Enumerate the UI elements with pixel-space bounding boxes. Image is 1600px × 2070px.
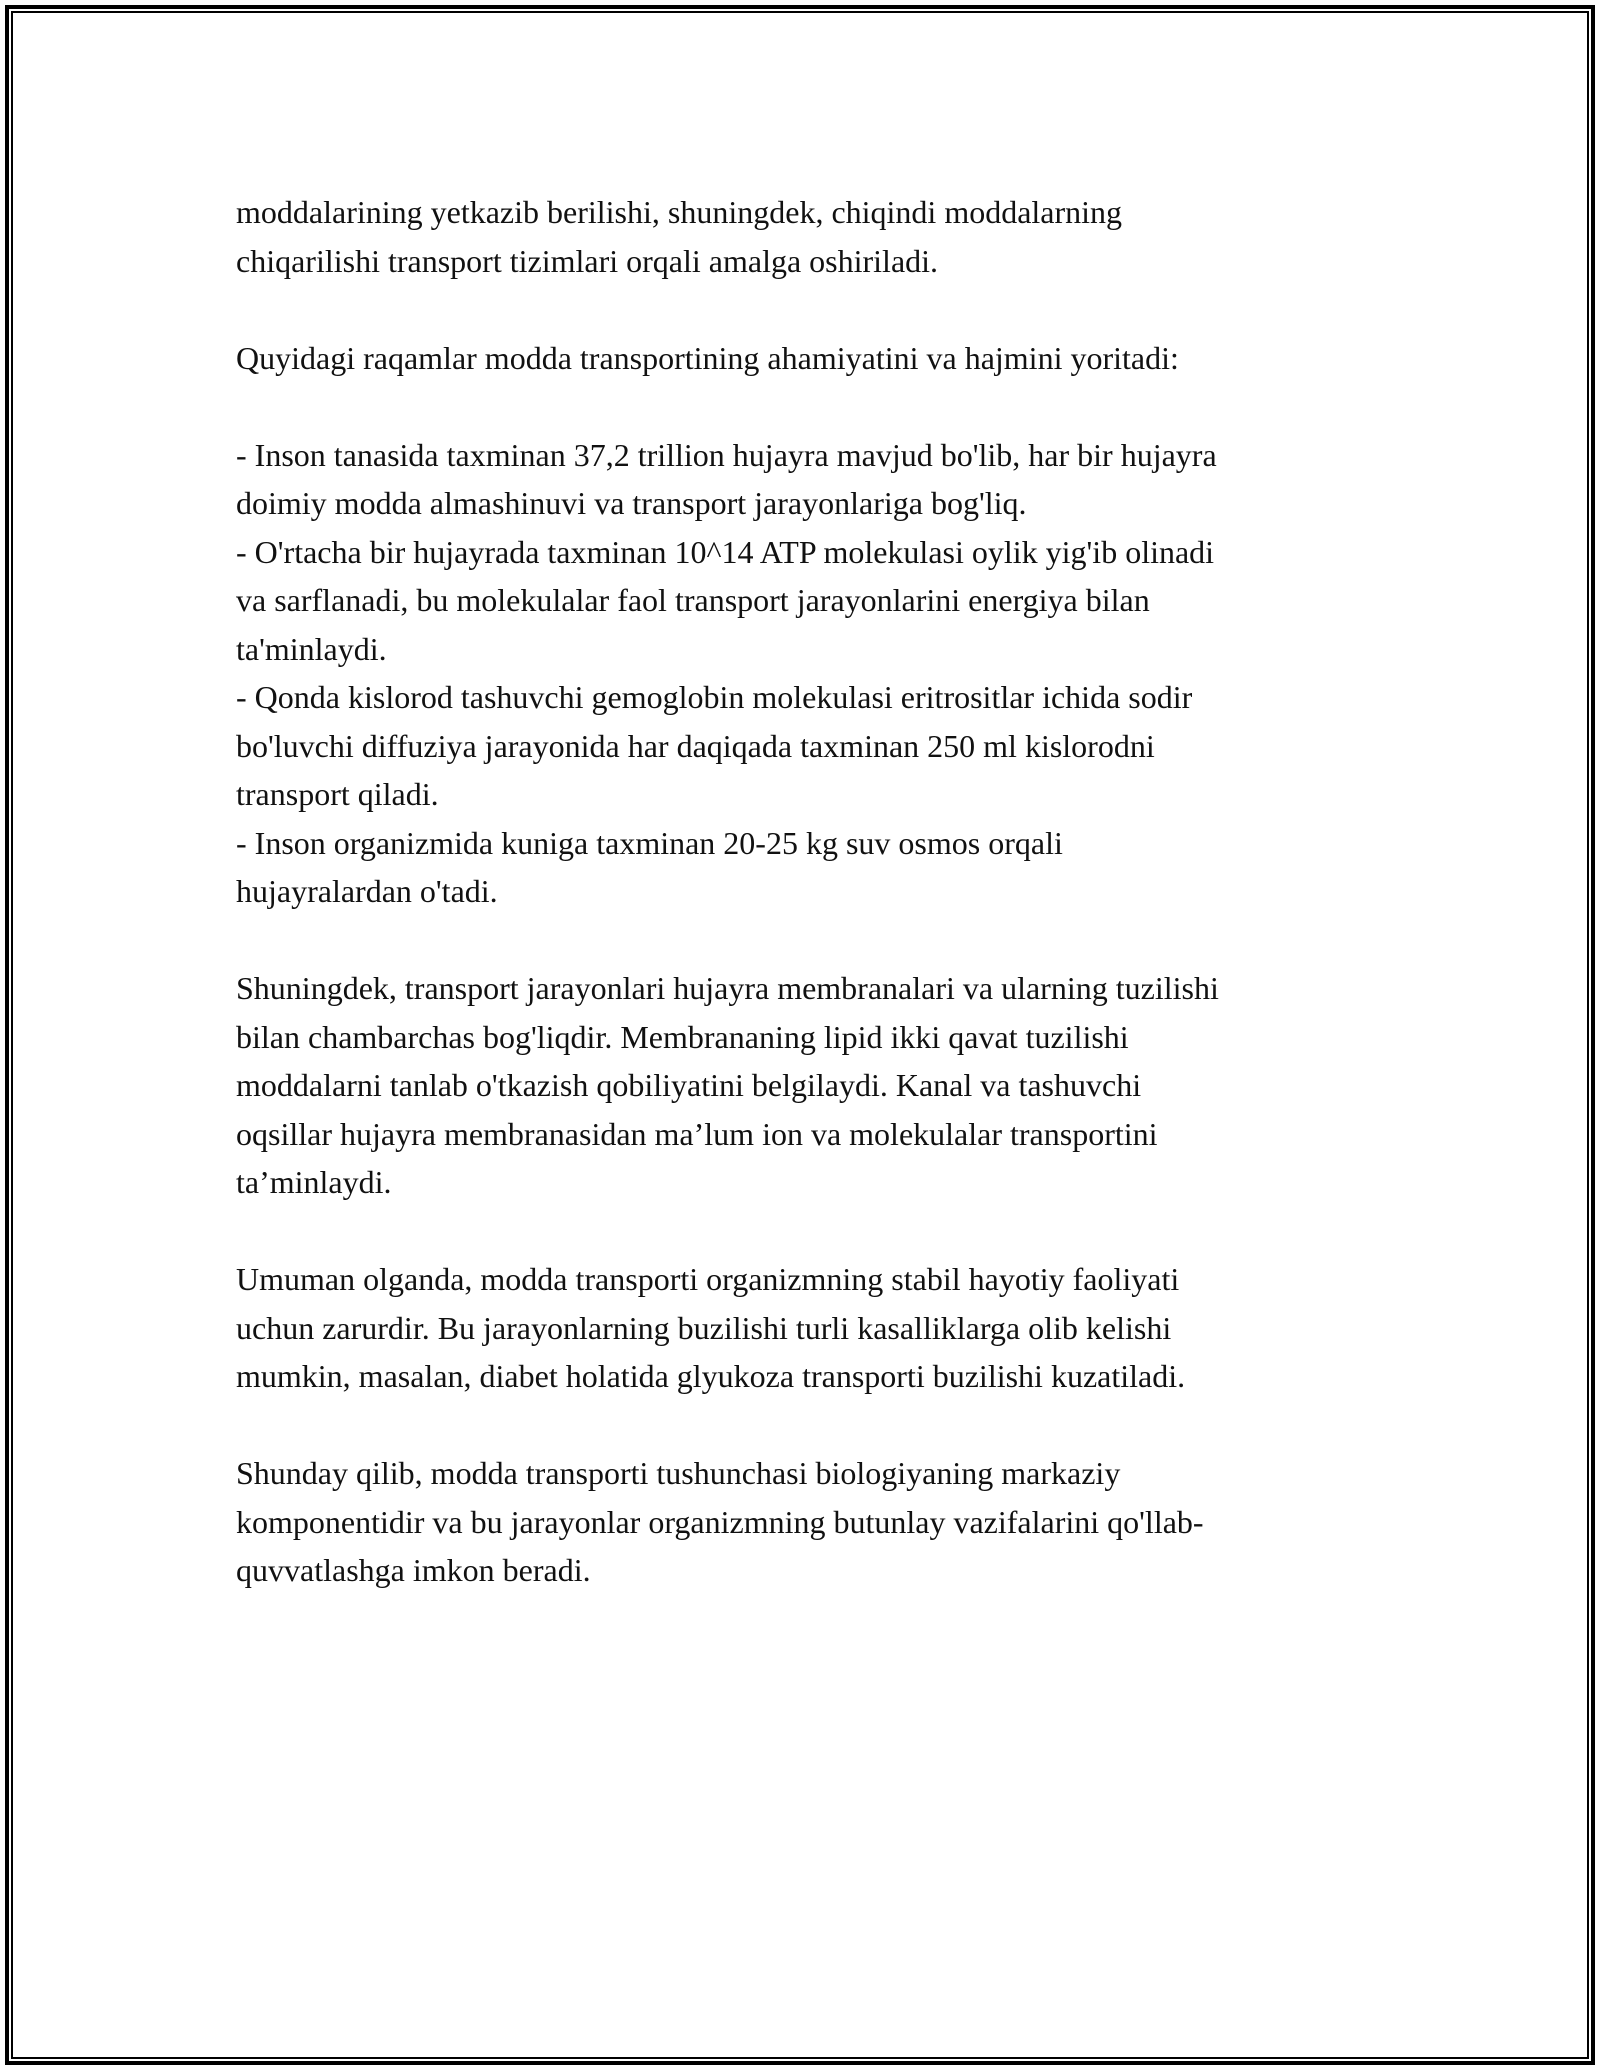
text-line: uchun zarurdir. Bu jarayonlarning buzilishi turli kasalliklarga olib kelishi [236,1309,1172,1346]
paragraph-figures-intro [236,334,1376,383]
text-line: moddalarining yetkazib berilishi, shuningdek, chiqindi moddalarning [236,194,1123,230]
list-item-line: - Inson tanasida taxminan 37,2 trillion hujayra mavjud bo'lib, har bir hujayra [236,436,1217,473]
list-item-line: ta'minlaydi. [236,630,387,667]
text-line: chiqarilishi transport tizimlari orqali amalga oshiriladi. [236,242,939,279]
list-item-line: - O'rtacha bir hujayrada taxminan 10^14 ATP molekulasi oylik yig'ib olinadi [236,533,1215,570]
list-item-line: doimiy modda almashinuvi va transport jarayonlariga bog'liq. [236,485,1027,521]
list-item-line: transport qiladi. [236,776,439,812]
text-line: Shuningdek, transport jarayonlari hujayra membranalari va ularning tuzilishi [236,970,1219,1006]
text-line: ta’minlaydi. [236,1164,392,1200]
text-line: bilan chambarchas bog'liqdir. Membrananing lipid ikki qavat tuzilishi [236,1018,1129,1055]
paragraph-summary [236,1255,1376,1401]
text-line: Shunday qilib, modda transporti tushunchasi biologiyaning markaziy [236,1455,1121,1491]
paragraph-figures-list [236,431,1376,916]
paragraph-membranes [236,964,1376,1207]
document-body [236,188,1376,1643]
paragraph-conclusion [236,1449,1376,1595]
list-item-line: bo'luvchi diffuziya jarayonida har daqiqada taxminan 250 ml kislorodni [236,727,1155,764]
list-item-line: - Qonda kislorod tashuvchi gemoglobin molekulasi eritrositlar ichida sodir [236,679,1193,715]
text-line: Umuman olganda, modda transporti organizmning stabil hayotiy faoliyati [236,1261,1180,1297]
text-line: Quyidagi raqamlar modda transportining ahamiyatini va hajmini yoritadi: [236,339,1179,376]
paragraph-intro-continuation [236,188,1376,285]
list-item-line: hujayralardan o'tadi. [236,873,498,909]
list-item-line: - Inson organizmida kuniga taxminan 20-25 kg suv osmos orqali [236,824,1063,861]
text-line: mumkin, masalan, diabet holatida glyukoza transporti buzilishi kuzatiladi. [236,1358,1186,1394]
text-line: komponentidir va bu jarayonlar organizmning butunlay vazifalarini qo'llab- [236,1503,1204,1540]
text-line: oqsillar hujayra membranasidan ma’lum ion va molekulalar transportini [236,1115,1158,1152]
text-line: moddalarni tanlab o'tkazish qobiliyatini belgilaydi. Kanal va tashuvchi [236,1067,1142,1103]
text-line: quvvatlashga imkon beradi. [236,1552,591,1588]
list-item-line: va sarflanadi, bu molekulalar faol transport jarayonlarini energiya bilan [236,582,1150,618]
